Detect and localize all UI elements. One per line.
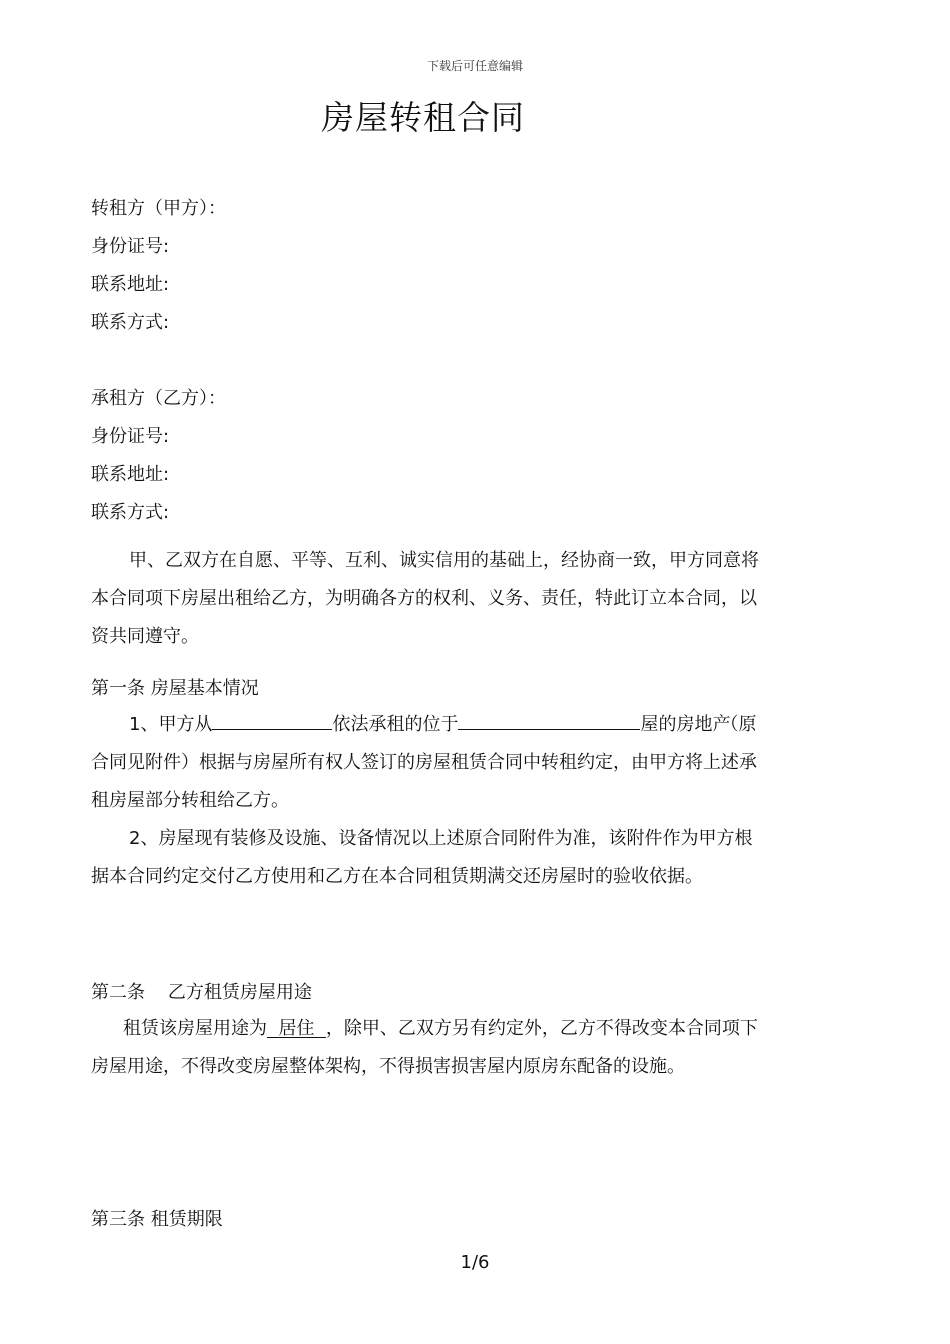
party-b-contact-label: 联系方式: (91, 502, 170, 523)
article-2-text-prefix: 租赁该房屋用途为 (123, 1018, 267, 1039)
article-3-heading: 第三条 租赁期限 (91, 1209, 223, 1230)
article-2-text-suffix: ，除甲、乙双方另有约定外，乙方不得改变本合同项下房屋用途，不得改变房屋整体架构，不得损害损害屋内原房东配备的设施。 (91, 1018, 758, 1077)
article-2-heading: 第二条 乙方租赁房屋用途 (91, 982, 312, 1003)
intro-paragraph: 甲、乙双方在自愿、平等、互利、诚实信用的基础上，经协商一致，甲方同意将本合同项下房屋出租给乙方，为明确各方的权利、义务、责任，特此订立本合同，以资共同遵守。 (91, 550, 759, 647)
page-number: 1/6 (460, 1252, 490, 1273)
party-a-id-label: 身份证号: (91, 236, 170, 257)
article-1-item-1 (91, 706, 759, 820)
rental-purpose-field[interactable]: 居住 (267, 1018, 326, 1039)
party-b-id-label: 身份证号: (91, 426, 170, 447)
party-b-address-label: 联系地址: (91, 464, 170, 485)
article-2-text (91, 1010, 759, 1086)
article-1-item-1-suffix: 屋的房地产 (640, 714, 731, 735)
party-a-address-label: 联系地址: (91, 274, 170, 295)
document-title: 房屋转租合同 (321, 98, 525, 137)
lessor-name-blank[interactable] (212, 707, 332, 730)
property-location-blank[interactable] (458, 707, 640, 730)
article-1-item-1-prefix: 1、甲方从 (129, 714, 213, 735)
article-1-item-2: 2、房屋现有装修及设施、设备情况以上述原合同附件为准，该附件作为甲方根据本合同约定交付乙方使用和乙方在本合同租赁期满交还房屋时的验收依据。 (91, 828, 753, 887)
article-1-item-1-rest: （原合同见附件）根据与房屋所有权人签订的房屋租赁合同中转租约定，由甲方将上述承租房屋部分转租给乙方。 (91, 714, 757, 811)
article-1-item-1-middle: 依法承租的位于 (332, 714, 459, 735)
party-b-label: 承租方（乙方）： (91, 388, 226, 409)
party-a-label: 转租方（甲方）： (91, 198, 226, 219)
party-a-contact-label: 联系方式: (91, 312, 170, 333)
header-note: 下载后可任意编辑 (426, 59, 523, 73)
article-1-heading: 第一条 房屋基本情况 (91, 678, 259, 699)
